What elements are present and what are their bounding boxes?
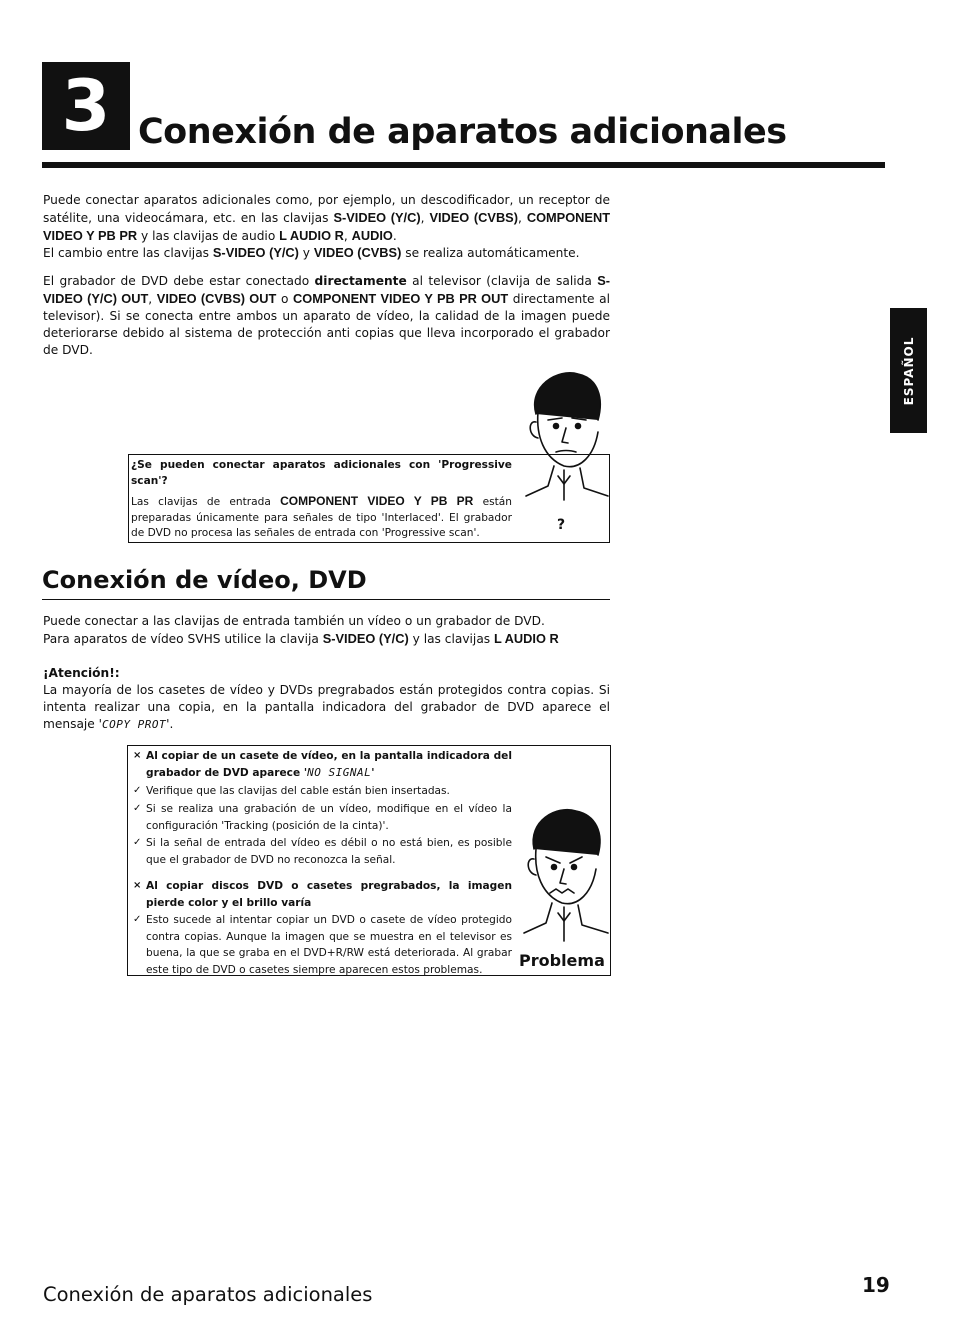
keyword: S-VIDEO (Y/C)	[212, 245, 299, 260]
page-number: 19	[862, 1273, 890, 1297]
chapter-title: Conexión de aparatos adicionales	[138, 112, 787, 152]
problem-solution	[133, 835, 512, 868]
text: directamente al televisor). Si se conecta entre ambos un aparato de vídeo, la calidad de la imagen puede deteriorarse debido al sistema de protección anti copias que lleva incorporado el grabador de DVD.	[43, 292, 610, 357]
text: '	[98, 717, 103, 731]
text: .	[392, 229, 397, 243]
text: están preparadas únicamente para señales de tipo 'Interlaced'. El grabador de DVD no procesa las señales de entrada con 'Progressive scan'.	[131, 496, 512, 539]
lcd-message: NO SIGNAL	[307, 765, 372, 779]
text: El cambio entre las clavijas	[43, 246, 213, 260]
section-rule	[42, 599, 610, 600]
text: Puede conectar aparatos adicionales como, por ejemplo, un descodificador, un receptor de satélite, una videocámara, etc. en las clavijas	[43, 193, 610, 225]
keyword: S-VIDEO (Y/C)	[333, 210, 421, 225]
cross-icon: ×	[133, 750, 142, 761]
problem-label: Problema	[519, 951, 605, 970]
check-icon: ✓	[133, 803, 142, 814]
problem-solution	[133, 801, 512, 834]
text: se realiza automáticamente.	[401, 246, 580, 260]
keyword: VIDEO (CVBS)	[313, 245, 402, 260]
text: Al copiar discos DVD o casetes pregrabados, la imagen pierde color y el brillo varía	[146, 880, 512, 909]
text: y	[298, 246, 314, 260]
text: o	[276, 292, 294, 306]
check-icon: ✓	[133, 914, 142, 925]
check-icon: ✓	[133, 837, 142, 848]
keyword: AUDIO	[351, 228, 393, 243]
text: '.	[166, 717, 174, 731]
intro-paragraph-3	[43, 272, 610, 359]
text: El grabador de DVD debe estar conectado	[43, 274, 315, 288]
section-paragraph-1: Puede conectar a las clavijas de entrada también un vídeo o un grabador de DVD.	[43, 614, 545, 628]
text: ,	[420, 211, 430, 225]
text: Si se realiza una grabación de un vídeo, modifique en el vídeo la configuración 'Tracking (posición de la cinta)'.	[146, 803, 512, 832]
section-title: Conexión de vídeo, DVD	[42, 566, 367, 594]
text: Si la señal de entrada del vídeo es débil o no está bien, es posible que el grabador de DVD no reconozca la señal.	[146, 837, 512, 866]
text: al televisor (clavija de salida	[406, 274, 598, 288]
check-icon: ✓	[133, 785, 142, 796]
text: y las clavijas	[408, 632, 495, 646]
question-heading: ¿Se pueden conectar aparatos adicionales con 'Progressive scan'?	[131, 459, 512, 487]
chapter-number: 3	[42, 62, 130, 150]
keyword: COMPONENT VIDEO Y PB PR OUT	[293, 291, 509, 306]
problem-item-1	[133, 748, 512, 781]
attention-label: ¡Atención!:	[43, 666, 120, 680]
thinking-man-illustration	[518, 366, 612, 506]
language-tab	[890, 308, 927, 433]
text: y las clavijas de audio	[137, 229, 280, 243]
keyword: L AUDIO R	[279, 228, 344, 243]
footer-title: Conexión de aparatos adicionales	[43, 1283, 373, 1306]
cross-icon: ×	[133, 880, 142, 891]
text: ,	[148, 292, 157, 306]
problem-item-2	[133, 878, 512, 911]
keyword: COMPONENT VIDEO Y PB PR	[280, 494, 474, 508]
language-tab-label: ESPAÑOL	[901, 336, 916, 405]
text: ,	[343, 229, 352, 243]
section-paragraph-2	[43, 630, 610, 648]
keyword: S-VIDEO (Y/C) OUT	[43, 273, 610, 306]
text: Verifique que las clavijas del cable están bien insertadas.	[146, 785, 450, 797]
emphasis: directamente	[314, 274, 407, 288]
keyword: S-VIDEO (Y/C)	[322, 631, 409, 646]
question-answer	[131, 494, 512, 542]
chapter-rule	[42, 162, 885, 168]
text: '	[371, 766, 375, 779]
problem-solution	[133, 783, 512, 800]
frustrated-man-illustration	[520, 805, 610, 947]
text: La mayoría de los casetes de vídeo y DVDs pregrabados están protegidos contra copias. Si intenta realizar una copia, en la pantalla indicadora del grabador de DVD aparece el mensaje	[43, 683, 610, 731]
keyword: VIDEO (CVBS) OUT	[156, 291, 277, 306]
lcd-message: COPY PROT	[102, 718, 167, 731]
keyword: L AUDIO R	[494, 631, 559, 646]
keyword: VIDEO (CVBS)	[429, 210, 518, 225]
problem-solution	[133, 912, 512, 978]
attention-text	[43, 682, 610, 733]
text: Las clavijas de entrada	[131, 496, 281, 508]
text: Al copiar de un casete de vídeo, en la pantalla indicadora del grabador de DVD aparece '	[146, 750, 512, 779]
text: ,	[517, 211, 527, 225]
intro-paragraph-1	[43, 192, 610, 245]
text: Para aparatos de vídeo SVHS utilice la clavija	[43, 632, 323, 646]
intro-paragraph-2	[43, 244, 610, 262]
question-mark: ?	[557, 517, 566, 533]
text: Esto sucede al intentar copiar un DVD o casete de vídeo protegido contra copias. Aunque la imagen que se muestra en el televisor es buena, la que se graba en el DVD+R/RW está deteriorada. Al grabar este tipo de DVD o casetes siempre aparecen estos problemas.	[146, 914, 512, 976]
keyword: COMPONENT VIDEO Y PB PR	[43, 210, 611, 243]
